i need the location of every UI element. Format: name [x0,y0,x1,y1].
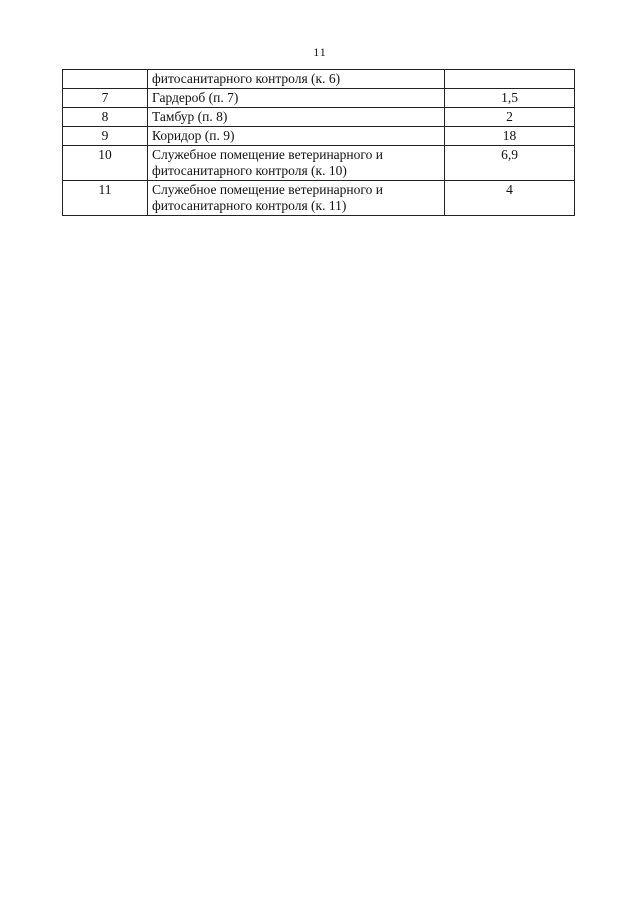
row-number [63,70,148,89]
room-area: 4 [445,181,575,216]
room-name: фитосанитарного контроля (к. 6) [148,70,445,89]
row-number: 7 [63,89,148,108]
row-number: 11 [63,181,148,216]
row-number: 8 [63,108,148,127]
row-number: 9 [63,127,148,146]
table-row [63,108,575,127]
room-area: 6,9 [445,146,575,181]
room-area: 18 [445,127,575,146]
table-row [63,70,575,89]
room-area [445,70,575,89]
room-name: Гардероб (п. 7) [148,89,445,108]
room-name: Служебное помещение ветеринарного и фитосанитарного контроля (к. 11) [148,181,445,216]
room-name: Коридор (п. 9) [148,127,445,146]
rooms-table [62,69,575,216]
row-number: 10 [63,146,148,181]
table-row [63,89,575,108]
room-area: 2 [445,108,575,127]
table-row [63,146,575,181]
room-name: Служебное помещение ветеринарного и фитосанитарного контроля (к. 10) [148,146,445,181]
room-area: 1,5 [445,89,575,108]
page-number: 11 [313,45,327,59]
table-row [63,127,575,146]
table-row [63,181,575,216]
room-name: Тамбур (п. 8) [148,108,445,127]
